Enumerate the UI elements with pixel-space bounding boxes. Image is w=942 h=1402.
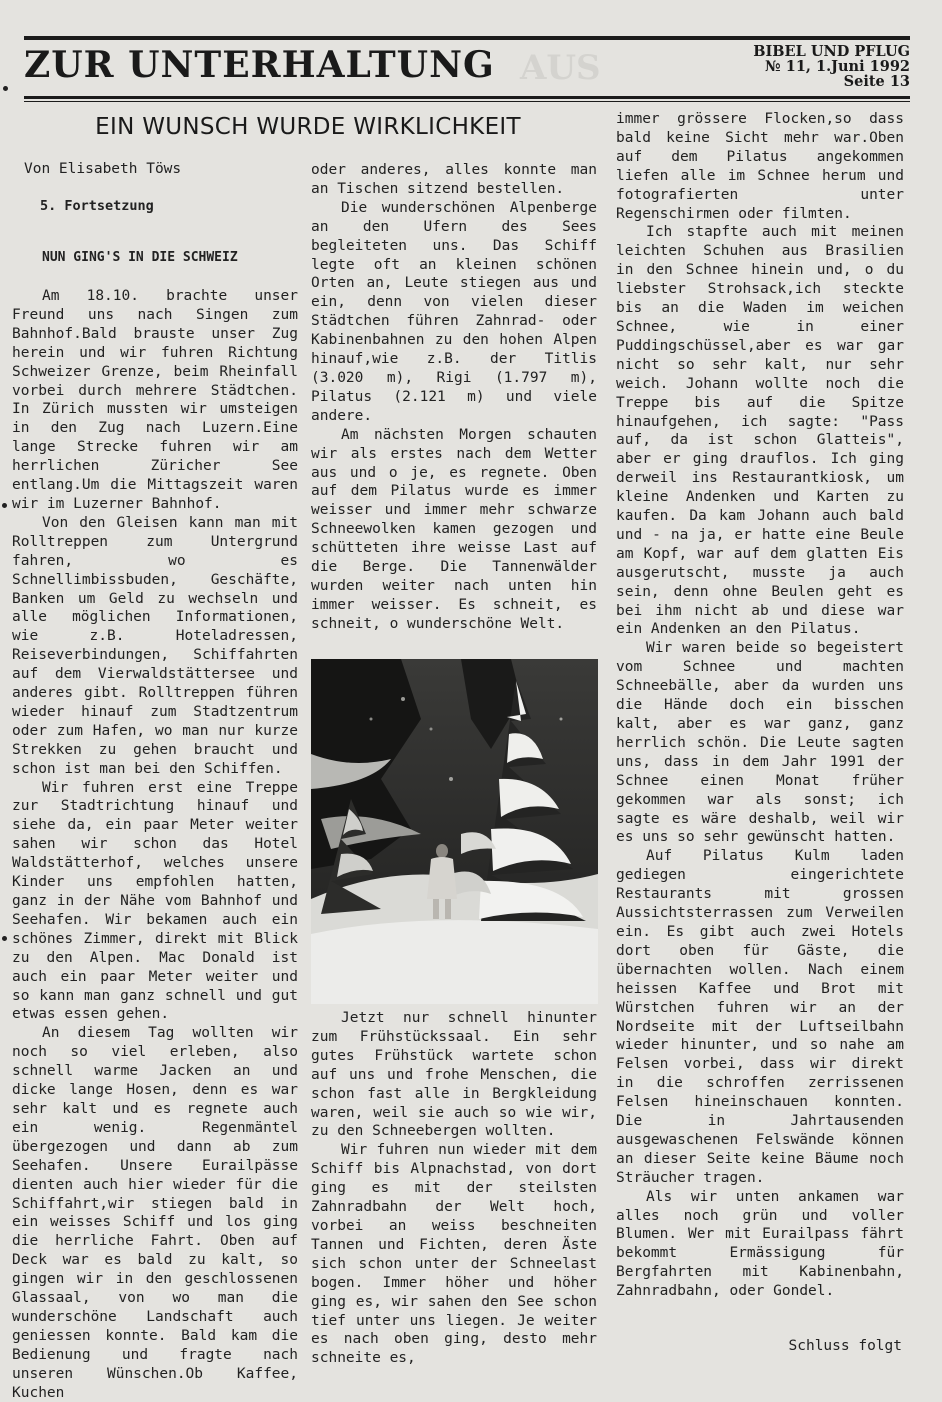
paragraph: oder anderes, alles konnte man an Tischen sitzend bestellen. xyxy=(311,162,597,197)
subheading: NUN GING'S IN DIE SCHWEIZ xyxy=(42,250,238,265)
publication-name: BIBEL UND PFLUG xyxy=(753,43,910,60)
paragraph: Wir waren beide so begeistert vom Schnee und machten Schneebälle, aber da wurden uns die Hände doch ein bisschen kalt, aber es war ganz, ganz herrlich schön. Die Leute sagten uns, dass in dem Jahr 1991 der Schnee einen Monat früher gekommen war als sonst; ich sagte es wäre deshalb, weil wir es uns so sehr gewünscht hatten. xyxy=(616,640,904,846)
page-number: Seite 13 xyxy=(843,73,910,90)
margin-bullet xyxy=(3,86,8,91)
paragraph: Auf Pilatus Kulm laden gediegen eingerichtete Restaurants mit grossen Aussichtsterrassen zum Verweilen ein. Es gibt auch zwei Hotels dort oben für Gäste, die übernachten wollen. Nach einem heissen Kaffee und Brot mit Würstchen fuhren wir an der Nordseite mit der Luftseilbahn wieder hinunter, und so nahe am Felsen vorbei, dass wir direkt in die schroffen zerrissenen Felsen hineinschauen konnten. Die in Jahrtausenden ausgewaschenen Felswände können an dieser Seite keine Bäume noch Sträucher tragen. xyxy=(616,848,904,1186)
paragraph: An diesem Tag wollten wir noch so viel erleben, also schnell warme Jacken an und dicke lange Hosen, denn es war sehr kalt und es regnete auch ein wenig. Regenmäntel übergezogen und dann ab zum Seehafen. Unsere Eurailpässe dienten auch hier wieder für die Schiffahrt,wir stiegen bald in ein weisses Schiff und los ging die herrliche Fahrt. Oben auf Deck war es bald zu kalt, so gingen wir in den geschlossenen Glassaal, von wo man die wunderschöne Landschaft auch geniessen konnte. Bald kam die Bedienung und fragte nach unseren Wünschen.Ob Kaffee, Kuchen xyxy=(12,1025,298,1401)
column-2-bottom xyxy=(311,1009,597,1368)
paragraph: Am nächsten Morgen schauten wir als erstes nach dem Wetter aus und o je, es regnete. Oben auf dem Pilatus wurde es immer weisser und immer mehr schwarze Schneewolken kamen gezogen und schütteten ihre weisse Last auf die Berge. Die Tannenwälder wurden weiter nach unten hin immer weisser. Es schneit, es schneit, o wunderschöne Welt. xyxy=(311,426,597,632)
section-title: ZUR UNTERHALTUNG xyxy=(24,44,495,86)
installment-label: 5. Fortsetzung xyxy=(40,198,154,214)
snowy-pilatus-photo xyxy=(311,659,598,1004)
header-rule xyxy=(24,96,910,99)
bleed-through-text: AUS xyxy=(520,48,601,88)
column-1 xyxy=(12,287,298,1402)
byline: Von Elisabeth Töws xyxy=(24,161,182,177)
article-headline: EIN WUNSCH WURDE WIRKLICHKEIT xyxy=(95,114,521,140)
margin-bullet xyxy=(2,936,7,941)
paragraph: immer grössere Flocken,so dass bald keine Sicht mehr war.Oben auf dem Pilatus angekommen liefen alle im Schnee herum und fotografierten unter Regenschirmen oder filmten. xyxy=(616,111,904,222)
paragraph: Am 18.10. brachte unser Freund uns nach Singen zum Bahnhof.Bald brauste unser Zug herein und wir fuhren Richtung Schweizer Grenze, beim Rheinfall vorbei durch mehrere Städtchen. In Zürich mussten wir umsteigen in den Zug nach Luzern.Eine lange Strecke fuhren wir am herrlichen Züricher See entlang.Um die Mittagszeit waren wir im Luzerner Bahnhof. xyxy=(12,288,298,512)
top-rule xyxy=(24,36,910,40)
paragraph: Als wir unten ankamen war alles noch grün und voller Blumen. Wer mit Eurailpass fährt bekommt Ermässigung für Bergfahrten mit Kabinenbahn, Zahnradbahn, oder Gondel. xyxy=(616,1188,904,1300)
paragraph: Von den Gleisen kann man mit Rolltreppen zum Untergrund fahren, wo es Schnellimbissbuden, Geschäfte, Banken um Geld zu wechseln und alle möglichen Informationen, wie z.B. Hoteladressen, Reiseverbindungen, Schiffahrten auf dem Vierwaldstättersee und anderes gibt. Rolltreppen führen wieder hinauf zum Stadtzentrum oder zum Hafen, wo man nur kurze Strekken zu gehen braucht und schon ist man bei den Schiffen. xyxy=(12,514,298,777)
issue-date: № 11, 1.Juni 1992 xyxy=(764,58,910,75)
photo-illustration xyxy=(311,659,598,1004)
to-be-continued: Schluss folgt xyxy=(788,1338,902,1354)
column-2-top xyxy=(311,161,597,634)
paragraph: Ich stapfte auch mit meinen leichten Schuhen aus Brasilien in den Schnee hinein und, o du liebster Strohsack,ich steckte bis an die Waden im weichen Schnee, wie in einer Puddingschüssel,aber es war gar nicht so sehr kalt, nur sehr weich. Johann wollte noch die Treppe bis auf die Spitze hinaufgehen, ich sagte: "Pass auf, da ist schon Glatteis", aber er ging drauflos. Ich ging derweil ins Restaurantkiosk, um kleine Andenken und Karten zu kaufen. Da kam Johann auch bald und - na ja, er hatte eine Beule am Kopf, war auf dem glatten Eis ausgerutscht, musste ja auch sein, denn ohne Beulen geht es bei ihm nicht ab und diese war ein Andenken an den Pilatus. xyxy=(616,224,904,638)
margin-bullet xyxy=(2,503,7,508)
paragraph: Wir fuhren erst eine Treppe zur Stadtrichtung hinauf und siehe da, ein paar Meter weiter sahen wir schon das Hotel Waldstätterhof, welches unsere Kinder uns empfohlen hatten, ganz in der Nähe vom Bahnhof und Seehafen. Wir bekamen auch ein schönes Zimmer, direkt mit Blick zu den Alpen. Mac Donald ist auch ein paar Meter weiter und so kann man ganz schnell und gut etwas essen gehen. xyxy=(12,779,298,1023)
paragraph: Wir fuhren nun wieder mit dem Schiff bis Alpnachstad, von dort ging es mit der steilsten Zahnradbahn der Welt hoch, vorbei an weiss beschneiten Tannen und Fichten, deren Äste sich schon unter der Schneelast bogen. Immer höher und höher ging es, wir sahen den See schon tief unter uns liegen. Je weiter es nach oben ging, desto mehr schneite es, xyxy=(311,1142,597,1367)
paragraph: Jetzt nur schnell hinunter zum Frühstückssaal. Ein sehr gutes Frühstück wartete schon auf uns und frohe Menschen, die schon fast alle in Bergkleidung waren, weil sie auch so wie wir, zu den Schneebergen wollten. xyxy=(311,1010,597,1140)
header-rule-thin xyxy=(24,101,910,102)
column-3 xyxy=(616,110,904,1301)
paragraph: Die wunderschönen Alpenberge an den Ufern des Sees begleiteten uns. Das Schiff legte oft an kleinen schönen Orten an, Leute stiegen aus und ein, denn von vielen dieser Städtchen führen Zahnrad- oder Kabinenbahnen zu den hohen Alpen hinauf,wie z.B. der Titlis (3.020 m), Rigi (1.797 m), Pilatus (2.121 m) und viele andere. xyxy=(311,199,597,424)
masthead xyxy=(753,44,910,89)
